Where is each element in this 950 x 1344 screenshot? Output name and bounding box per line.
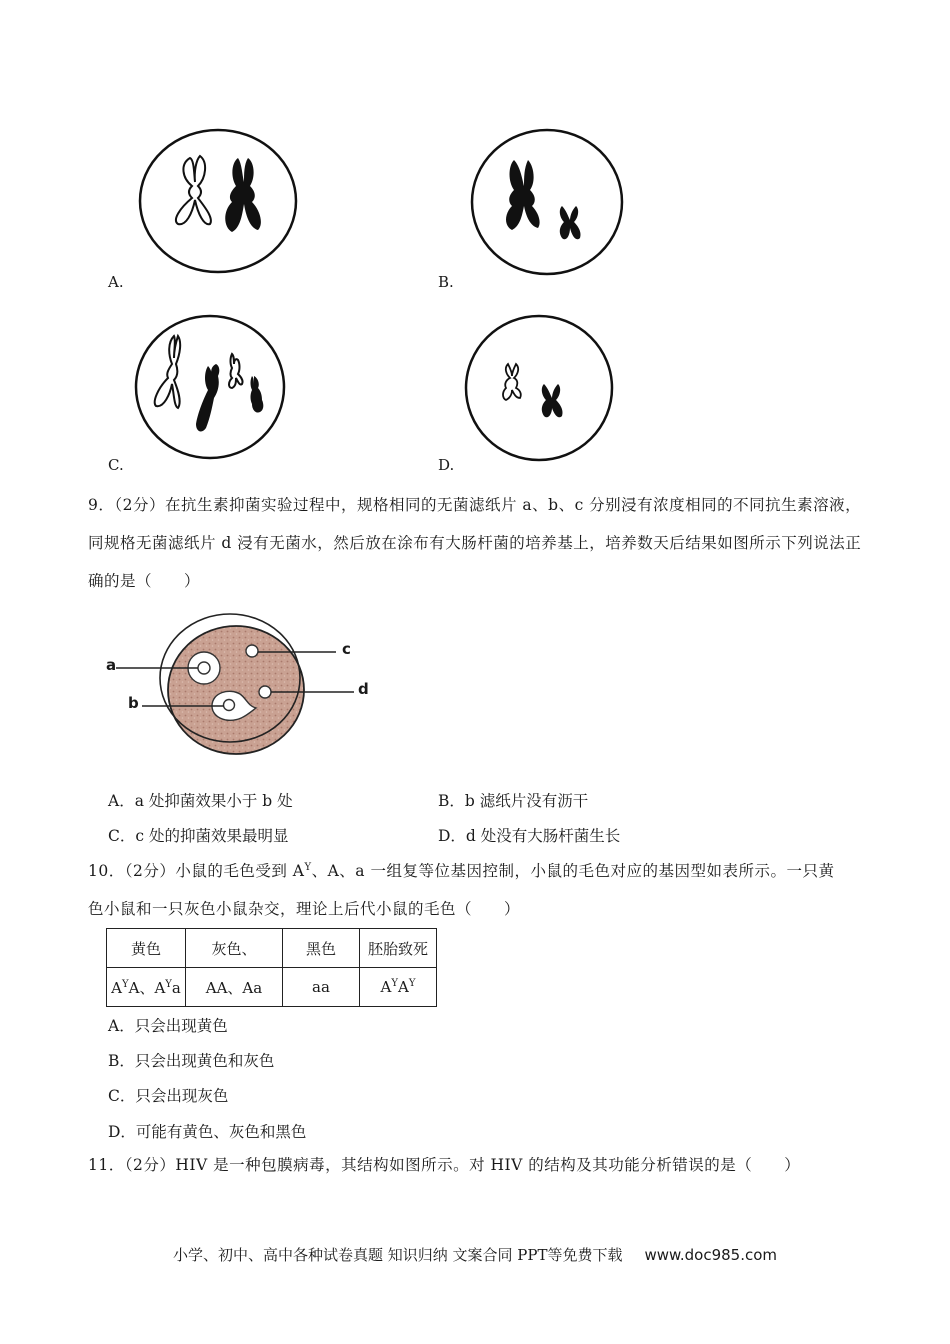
q8-figure-c (134, 314, 286, 460)
q8-option-a-label: A. (108, 273, 124, 291)
cell-grey-genotype: AA、Aa (186, 968, 283, 1007)
q9-option-a: A．a 处抑菌效果小于 b 处 (108, 792, 293, 810)
footer-url[interactable]: www.doc985.com (644, 1246, 778, 1264)
q9-option-c: C．c 处的抑菌效果最明显 (108, 827, 289, 845)
q8-option-b-label: B. (438, 273, 454, 291)
q9-petri-dish-figure (100, 606, 380, 766)
q10-text-line2: 色小鼠和一只灰色小鼠杂交，理论上后代小鼠的毛色（ ） (88, 900, 521, 918)
q10-text-line1-sup: Y (304, 862, 312, 873)
q9-label-b: b (128, 694, 139, 712)
page-footer (0, 1244, 950, 1265)
q10-text-line1-pre: 10．（2分）小鼠的毛色受到 A (88, 862, 305, 880)
q9-label-a: a (106, 656, 117, 674)
footer-text: 小学、初中、高中各种试卷真题 知识归纳 文案合同 PPT等免费下载 (172, 1246, 623, 1264)
cell-lethal-genotype: $A^YA^Y$ (360, 968, 437, 1007)
q9-option-d: D．d 处没有大肠杆菌生长 (438, 827, 621, 845)
q10-option-d: D．可能有黄色、灰色和黑色 (108, 1123, 307, 1141)
q10-option-c: C．只会出现灰色 (108, 1087, 229, 1105)
q10-option-b: B．只会出现黄色和灰色 (108, 1052, 275, 1070)
q9-label-c: c (342, 640, 351, 658)
table-genotype-row (107, 968, 437, 1007)
header-black: 黑色 (283, 929, 360, 968)
q9-option-b: B．b 滤纸片没有沥干 (438, 792, 589, 810)
q10-text-line1-post: 、A、a 一组复等位基因控制，小鼠的毛色对应的基因型如表所示。一只黄 (311, 862, 835, 880)
header-lethal: 胚胎致死 (360, 929, 437, 968)
header-yellow: 黄色 (107, 929, 186, 968)
q11-question-text: 11．（2分）HIV 是一种包膜病毒，其结构如图所示。对 HIV 的结构及其功能分析错误的是（ ） (88, 1156, 801, 1174)
q10-question-text (88, 852, 868, 928)
q8-figure-d (464, 314, 614, 462)
header-grey: 灰色、 (186, 929, 283, 968)
q9-question-text: 9．（2分）在抗生素抑菌实验过程中，规格相同的无菌滤纸片 a、b、c 分别浸有浓度相同的不同抗生素溶液，同规格无菌滤纸片 d 浸有无菌水，然后放在涂布有大肠杆菌的培养基上，培养数天后结果如图所示下列说法正确的是（ ） (88, 496, 862, 590)
q10-option-a: A．只会出现黄色 (108, 1017, 228, 1035)
table-header-row (107, 929, 437, 968)
q8-option-c-label: C. (108, 456, 124, 474)
q8-figure-b (470, 128, 624, 276)
cell-yellow-genotype: $A^YA$、$A^Ya$ (107, 968, 186, 1007)
cell-black-genotype: aa (283, 968, 360, 1007)
q9-label-d: d (358, 680, 369, 698)
q8-option-d-label: D. (438, 456, 455, 474)
q8-figure-a (138, 128, 298, 274)
q10-genotype-table (106, 928, 437, 1007)
